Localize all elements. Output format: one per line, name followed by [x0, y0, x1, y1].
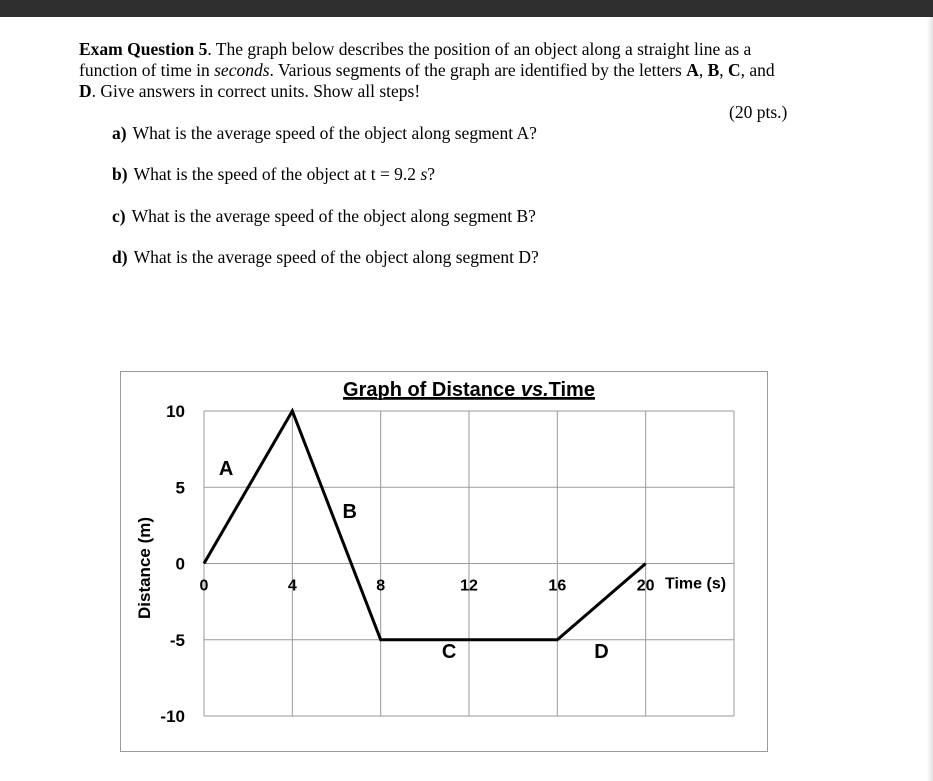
x-tick-label: 12	[460, 577, 478, 595]
points-label: (20 pts.)	[729, 102, 788, 122]
question-seconds: seconds	[214, 60, 270, 80]
question-letter-a: A	[686, 60, 699, 80]
question-title-dot: .	[207, 39, 212, 59]
x-tick-label: 16	[548, 577, 567, 595]
x-axis-label: Time (s)	[665, 575, 727, 593]
y-tick-label: 5	[175, 478, 185, 498]
question-text-part2: . Various segments of the graph are identified by the letters	[269, 60, 687, 80]
y-axis-label: Distance (m)	[135, 516, 154, 620]
subquestion-label: d)	[112, 247, 128, 267]
subquestion-text: What is the average speed of the object along segment B?	[131, 206, 536, 226]
question-text-part3: . Give answers in correct units. Show all steps!	[91, 81, 421, 101]
segment-label: A	[218, 458, 234, 481]
question-text-part1: The graph below describes the position of an object along a straight line as a function of time in	[79, 39, 752, 80]
subquestion-text: What is the average speed of the object along segment D?	[133, 247, 539, 267]
subquestion-text-end: ?	[427, 164, 436, 184]
subquestion-label: a)	[112, 123, 127, 143]
x-tick-label: 0	[199, 577, 209, 595]
subquestion-label: b)	[112, 164, 128, 184]
subquestion-text: What is the speed of the object at t = 9.2	[133, 164, 421, 184]
subquestion-unit: s	[420, 164, 428, 184]
x-tick-label: 4	[287, 577, 297, 595]
y-tick-label: -5	[169, 630, 185, 650]
y-tick-label: 0	[175, 554, 185, 574]
subquestion-label: c)	[112, 206, 126, 226]
series-line	[204, 411, 646, 640]
y-tick-label: 10	[166, 402, 185, 421]
subquestion-text: What is the average speed of the object along segment A?	[132, 123, 537, 143]
question-separator: , and	[740, 60, 775, 80]
question-letter-c: C	[728, 60, 741, 80]
question-title: Exam Question 5	[79, 39, 208, 59]
segment-label: D	[594, 641, 609, 664]
chart-title: Graph of Distance vs.Time	[343, 379, 595, 401]
x-tick-label: 20	[636, 577, 655, 595]
question-letter-b: B	[707, 60, 720, 80]
y-tick-label: -10	[160, 707, 185, 726]
x-tick-label: 8	[376, 577, 386, 595]
question-letter-d: D	[79, 81, 92, 101]
segment-label: C	[441, 641, 457, 664]
question-separator: ,	[719, 60, 729, 80]
segment-label: B	[342, 500, 357, 523]
question-separator: ,	[698, 60, 708, 80]
